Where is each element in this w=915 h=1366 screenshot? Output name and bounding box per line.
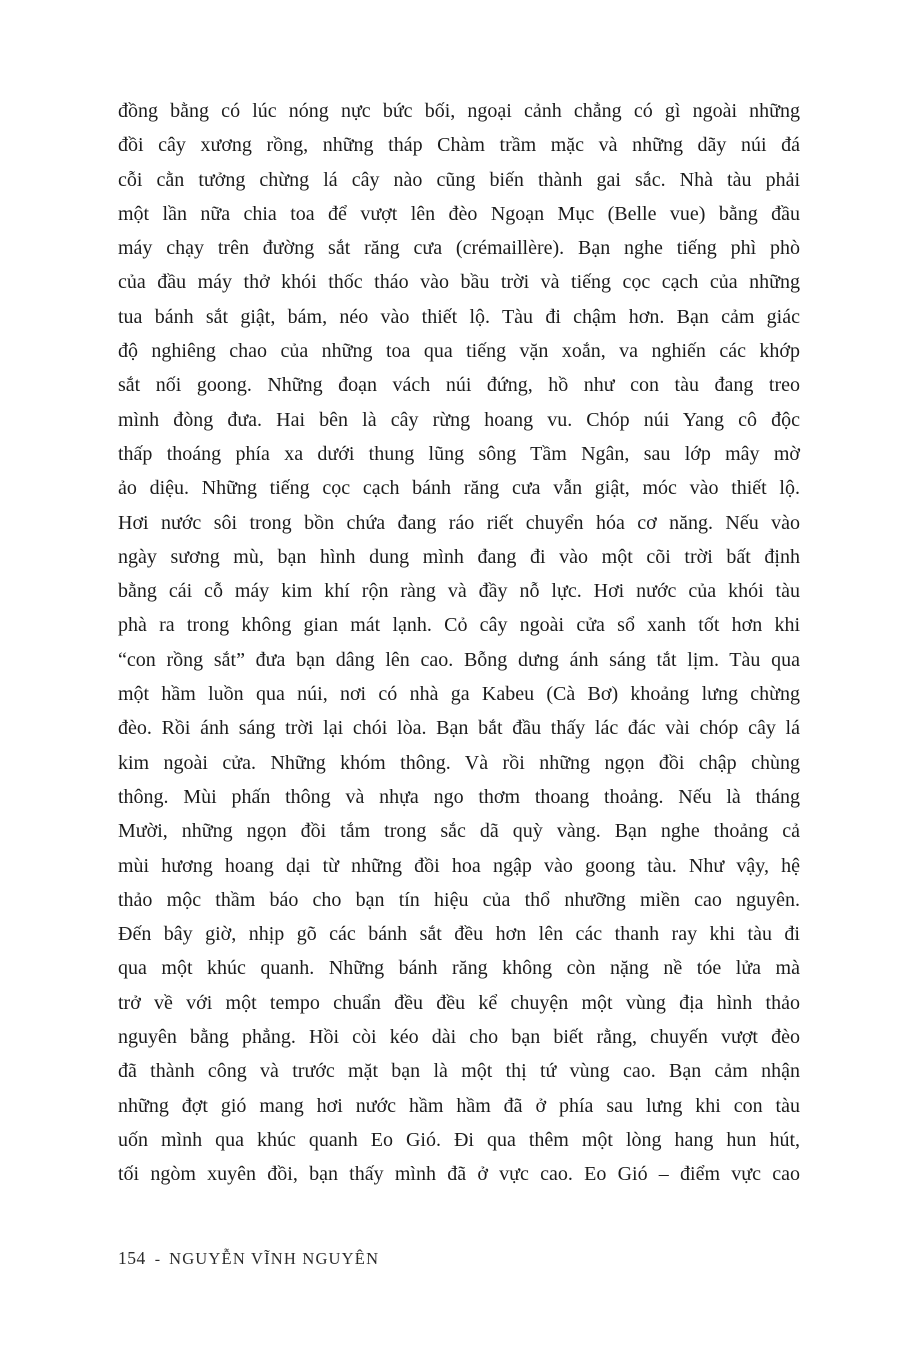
text-line: trở về với một tempo chuẩn đều đều kể chuyện một vùng địa hình thảo bbox=[118, 991, 800, 1014]
text-line: những đợt gió mang hơi nước hầm hầm đã ở phía sau lưng khi con tàu bbox=[118, 1094, 800, 1117]
text-line: máy chạy trên đường sắt răng cưa (crémaillère). Bạn nghe tiếng phì phò bbox=[118, 237, 800, 260]
text-line: Hơi nước sôi trong bồn chứa đang ráo riết chuyển hóa cơ năng. Nếu vào bbox=[118, 511, 800, 534]
text-line: Đến bây giờ, nhịp gõ các bánh sắt đều hơn lên các thanh ray khi tàu đi bbox=[118, 923, 800, 946]
page-footer bbox=[118, 1248, 379, 1269]
page-number: 154 bbox=[118, 1248, 146, 1268]
text-line: “con rồng sắt” đưa bạn dâng lên cao. Bỗng dưng ánh sáng tắt lịm. Tàu qua bbox=[118, 648, 800, 671]
text-line: thông. Mùi phấn thông và nhựa ngo thơm thoang thoảng. Nếu là tháng bbox=[118, 785, 800, 808]
text-line: thấp thoáng phía xa dưới thung lũng sông Tầm Ngân, sau lớp mây mờ bbox=[118, 442, 800, 465]
text-line: đã thành công và trước mặt bạn là một thị tứ vùng cao. Bạn cảm nhận bbox=[118, 1060, 800, 1083]
text-line: ngày sương mù, bạn hình dung mình đang đi vào một cõi trời bất định bbox=[118, 545, 800, 568]
text-line: mình đòng đưa. Hai bên là cây rừng hoang vu. Chóp núi Yang cô độc bbox=[118, 408, 800, 431]
text-line: một hầm luồn qua núi, nơi có nhà ga Kabeu (Cà Bơ) khoảng lưng chừng bbox=[118, 683, 800, 706]
footer-separator: - bbox=[154, 1251, 161, 1268]
text-line: của đầu máy thở khói thốc tháo vào bầu trời và tiếng cọc cạch của những bbox=[118, 271, 800, 294]
text-line: đồng bằng có lúc nóng nực bức bối, ngoại cảnh chẳng có gì ngoài những bbox=[118, 100, 800, 122]
text-line: Mười, những ngọn đồi tắm trong sắc dã quỳ vàng. Bạn nghe thoảng cả bbox=[118, 820, 800, 843]
text-line: bằng cái cỗ máy kim khí rộn ràng và đầy nỗ lực. Hơi nước của khói tàu bbox=[118, 580, 800, 603]
text-line: tua bánh sắt giật, bám, néo vào thiết lộ. Tàu đi chậm hơn. Bạn cảm giác bbox=[118, 305, 800, 328]
text-line: đồi cây xương rồng, những tháp Chàm trầm mặc và những dãy núi đá bbox=[118, 134, 800, 157]
text-line: mùi hương hoang dại từ những đồi hoa ngập vào goong tàu. Như vậy, hệ bbox=[118, 854, 800, 877]
text-line: thảo mộc thầm báo cho bạn tín hiệu của thổ nhưỡng miền cao nguyên. bbox=[118, 888, 800, 911]
body-text-block bbox=[118, 94, 800, 1192]
text-line: sắt nối goong. Những đoạn vách núi đứng, hồ như con tàu đang treo bbox=[118, 374, 800, 397]
text-line: cỗi cằn tưởng chừng lá cây nào cũng biến thành gai sắc. Nhà tàu phải bbox=[118, 168, 800, 191]
text-line: uốn mình qua khúc quanh Eo Gió. Đi qua thêm một lòng hang hun hút, bbox=[118, 1128, 800, 1151]
text-line: kim ngoài cửa. Những khóm thông. Và rồi những ngọn đồi chập chùng bbox=[118, 751, 800, 774]
text-line: độ nghiêng chao của những toa qua tiếng vặn xoắn, va nghiến các khớp bbox=[118, 340, 800, 363]
author-name: NGUYỄN VĨNH NGUYÊN bbox=[169, 1249, 380, 1268]
text-line: tối ngòm xuyên đồi, bạn thấy mình đã ở vực cao. Eo Gió – điểm vực cao bbox=[118, 1163, 800, 1186]
text-line: qua một khúc quanh. Những bánh răng không còn nặng nề tóe lửa mà bbox=[118, 957, 800, 980]
text-line: một lần nữa chia toa để vượt lên đèo Ngoạn Mục (Belle vue) bằng đầu bbox=[118, 202, 800, 225]
text-line: đèo. Rồi ánh sáng trời lại chói lòa. Bạn bắt đầu thấy lác đác vài chóp cây lá bbox=[118, 717, 800, 740]
text-line: nguyên bằng phẳng. Hồi còi kéo dài cho bạn biết rằng, chuyến vượt đèo bbox=[118, 1026, 800, 1049]
text-line: phà ra trong không gian mát lạnh. Cỏ cây ngoài cửa sổ xanh tốt hơn khi bbox=[118, 614, 800, 637]
text-line: ảo diệu. Những tiếng cọc cạch bánh răng cưa vẫn giật, móc vào thiết lộ. bbox=[118, 477, 800, 500]
